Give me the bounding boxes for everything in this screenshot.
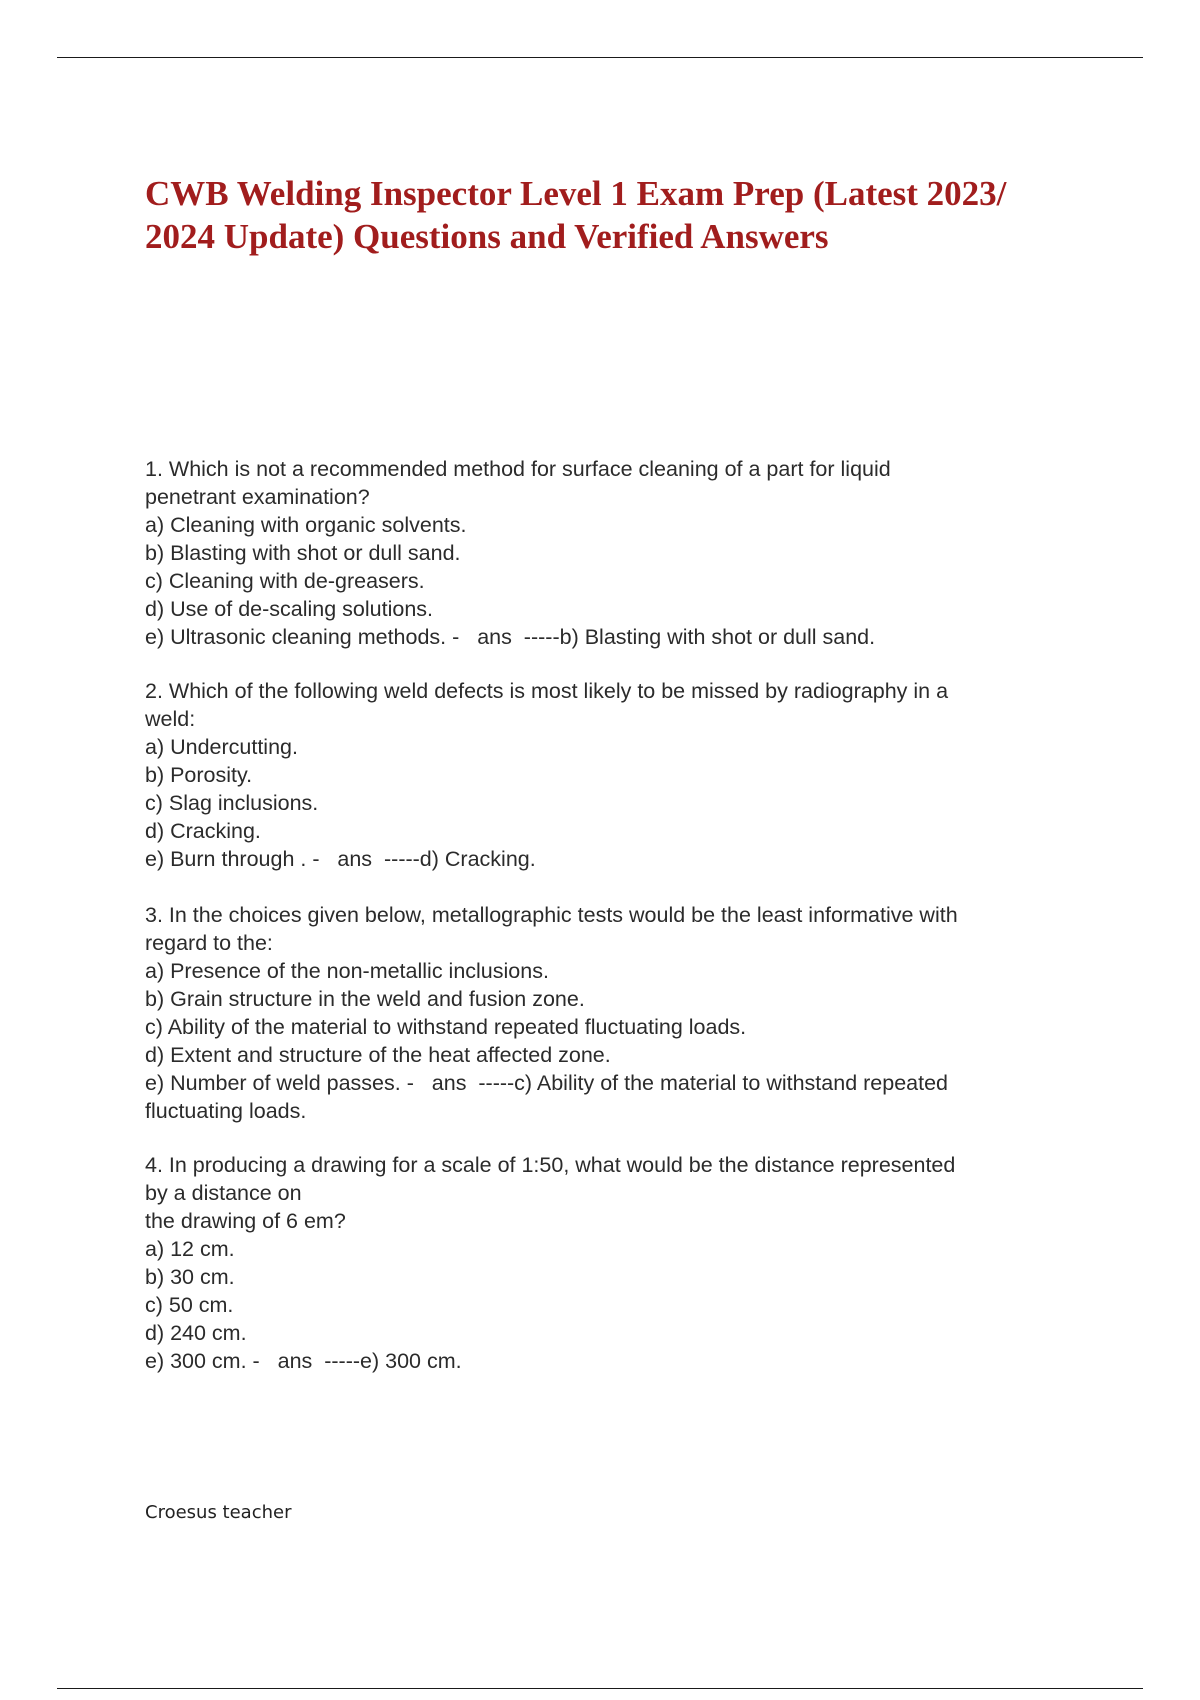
question-text: regard to the: (145, 931, 273, 955)
document-title (145, 172, 1085, 258)
question-text: 4. In producing a drawing for a scale of 1:50, what would be the distance represented (145, 1153, 956, 1177)
answer-option: a) Cleaning with organic solvents. (145, 513, 467, 537)
answer-option-with-key: e) Number of weld passes. - ans -----c) Ability of the material to withstand repeated (145, 1071, 948, 1095)
answer-option: d) 240 cm. (145, 1321, 247, 1345)
footer-author: Croesus teacher (145, 1502, 292, 1523)
question-text: weld: (145, 707, 196, 731)
answer-option: a) 12 cm. (145, 1237, 235, 1261)
title-line: 2024 Update) Questions and Verified Answers (145, 217, 829, 256)
answer-option: d) Extent and structure of the heat affected zone. (145, 1043, 611, 1067)
question-text: penetrant examination? (145, 485, 370, 509)
answer-option: c) Slag inclusions. (145, 791, 319, 815)
answer-option: c) Ability of the material to withstand repeated fluctuating loads. (145, 1015, 747, 1039)
answer-option: d) Use of de-scaling solutions. (145, 597, 434, 621)
question-text: 2. Which of the following weld defects is most likely to be missed by radiography in a (145, 679, 949, 703)
answer-option: b) Grain structure in the weld and fusion zone. (145, 987, 585, 1011)
title-line: CWB Welding Inspector Level 1 Exam Prep (Latest 2023/ (145, 174, 1007, 213)
answer-option: b) 30 cm. (145, 1265, 235, 1289)
question-text: by a distance on (145, 1181, 302, 1205)
question-2 (145, 677, 1085, 873)
answer-option: b) Porosity. (145, 763, 253, 787)
answer-option-with-key: e) Ultrasonic cleaning methods. - ans -----b) Blasting with shot or dull sand. (145, 625, 876, 649)
answer-option: a) Presence of the non-metallic inclusions. (145, 959, 549, 983)
answer-option-with-key: e) 300 cm. - ans -----e) 300 cm. (145, 1349, 462, 1373)
answer-option: c) Cleaning with de-greasers. (145, 569, 425, 593)
question-text: 1. Which is not a recommended method for surface cleaning of a part for liquid (145, 457, 891, 481)
answer-option: a) Undercutting. (145, 735, 298, 759)
answer-option: c) 50 cm. (145, 1293, 234, 1317)
question-3 (145, 901, 1085, 1125)
question-text: the drawing of 6 em? (145, 1209, 346, 1233)
answer-key-continuation: fluctuating loads. (145, 1099, 307, 1123)
question-text: 3. In the choices given below, metallographic tests would be the least informative with (145, 903, 958, 927)
question-1 (145, 455, 1085, 651)
top-rule (57, 57, 1143, 58)
question-4 (145, 1151, 1085, 1375)
answer-option: b) Blasting with shot or dull sand. (145, 541, 461, 565)
bottom-rule (57, 1688, 1143, 1689)
answer-option: d) Cracking. (145, 819, 261, 843)
answer-option-with-key: e) Burn through . - ans -----d) Cracking. (145, 847, 536, 871)
